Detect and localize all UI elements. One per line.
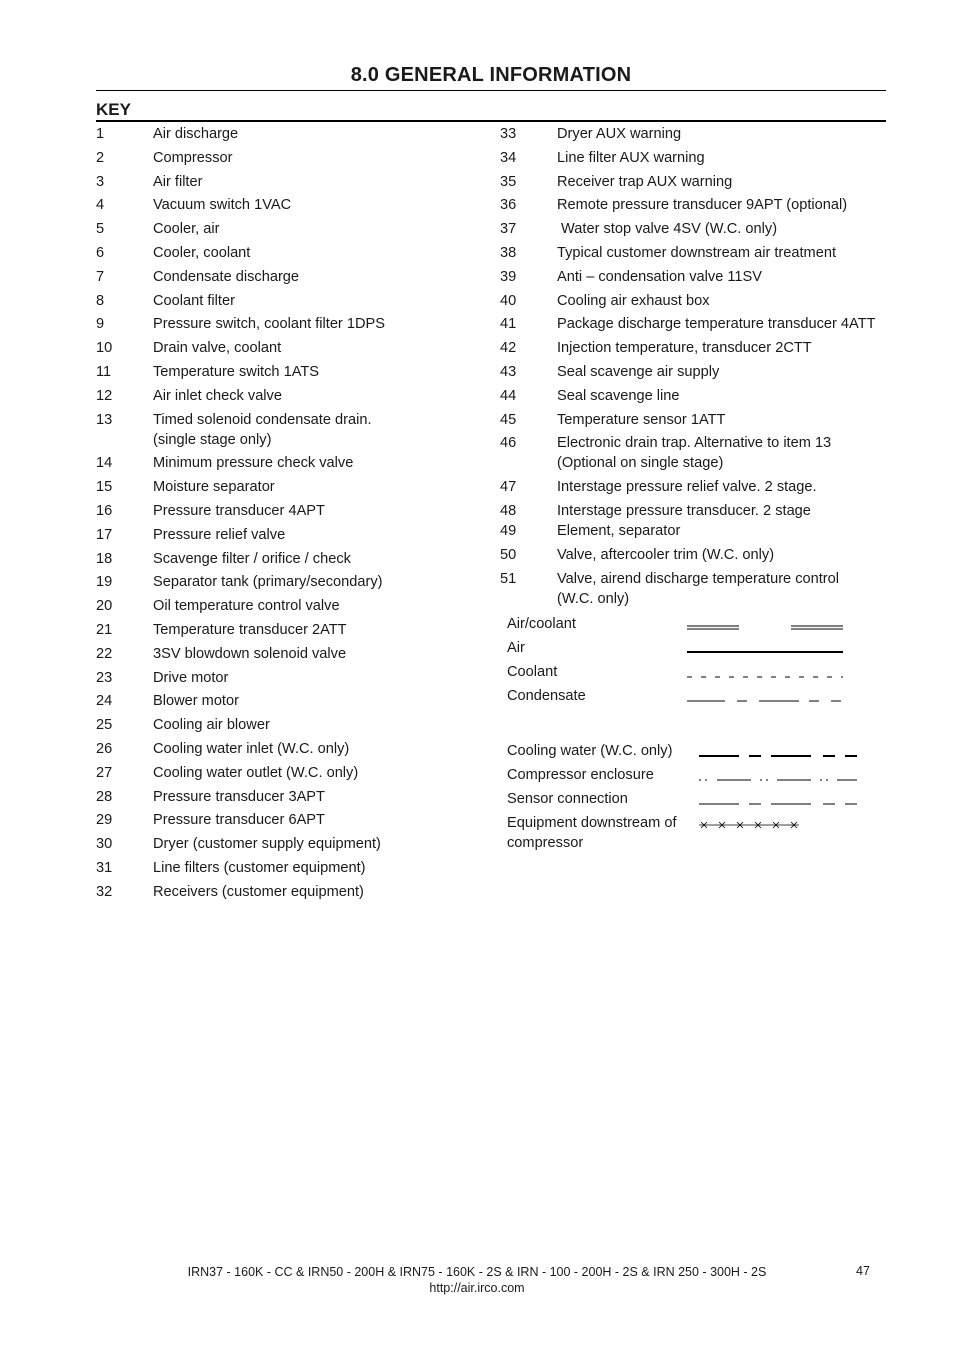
- legend-row-sensor-connection: [507, 789, 887, 813]
- list-item: [96, 596, 491, 616]
- item-number: 24: [96, 693, 113, 710]
- item-number: 31: [96, 859, 113, 876]
- footer-models: IRN37 - 160K - CC & IRN50 - 200H & IRN75 - 160K - 2S & IRN - 100 - 200H - 2S & IRN 250 - 300H - 2S: [187, 1265, 767, 1279]
- item-number: 5: [96, 221, 105, 238]
- item-text: Dryer AUX warning: [557, 126, 682, 142]
- item-text: Vacuum switch 1VAC: [153, 197, 292, 214]
- item-text: Element, separator: [557, 522, 681, 539]
- item-number: 26: [96, 740, 113, 757]
- list-item: [500, 362, 890, 382]
- list-item: [96, 148, 491, 168]
- air-line-sample: [685, 638, 845, 658]
- list-item: [96, 501, 491, 521]
- list-item: [96, 291, 491, 311]
- item-number: 22: [96, 645, 113, 662]
- item-number: 40: [500, 292, 517, 309]
- item-text-line2: (W.C. only): [557, 590, 630, 607]
- item-number: 11: [96, 363, 112, 380]
- item-number: 50: [500, 546, 517, 563]
- condensate-line-sample: [685, 686, 845, 706]
- list-item: [96, 267, 491, 287]
- list-item: [96, 882, 491, 902]
- list-item: [96, 620, 491, 640]
- page-footer: [0, 1264, 954, 1296]
- list-item: [96, 572, 491, 592]
- item-text: Cooler, coolant: [153, 244, 251, 261]
- key-heading: KEY: [96, 100, 131, 119]
- item-text: Cooler, air: [153, 221, 220, 238]
- legend-label: Cooling water (W.C. only): [507, 743, 673, 759]
- item-text: Cooling water inlet (W.C. only): [153, 740, 350, 757]
- item-text: Interstage pressure transducer. 2 stage: [557, 502, 811, 519]
- item-text-line1: Valve, airend discharge temperature control: [557, 570, 840, 587]
- item-text: Anti – condensation valve 11SV: [557, 268, 762, 285]
- item-number: 29: [96, 812, 113, 829]
- legend-label: Compressor enclosure: [507, 767, 654, 783]
- list-item: [500, 545, 890, 565]
- list-item: [96, 338, 491, 358]
- line-legend-lower: [507, 741, 887, 857]
- cooling-water-line-sample: [697, 741, 859, 761]
- item-number: 16: [96, 502, 113, 519]
- legend-label-line2: compressor: [507, 835, 584, 851]
- item-text-line1: Timed solenoid condensate drain.: [153, 411, 372, 428]
- item-text: Receivers (customer equipment): [153, 883, 364, 900]
- legend-row-compressor-enclosure: [507, 765, 887, 789]
- item-number: 37: [500, 221, 517, 238]
- list-item: [96, 858, 491, 878]
- item-number: 1: [96, 126, 105, 142]
- list-item: [96, 195, 491, 215]
- item-number: 41: [500, 316, 517, 333]
- item-text: Temperature sensor 1ATT: [557, 411, 726, 428]
- item-number: 43: [500, 363, 517, 380]
- line-legend-upper: [507, 614, 887, 710]
- item-number: 6: [96, 244, 105, 261]
- item-number: 44: [500, 387, 517, 404]
- item-number: 48: [500, 502, 517, 519]
- item-number: 38: [500, 244, 517, 261]
- list-item: [96, 477, 491, 497]
- item-text: Pressure transducer 3APT: [153, 788, 325, 805]
- item-number: 10: [96, 340, 113, 357]
- legend-row-air: [507, 638, 887, 662]
- list-item: [500, 172, 890, 192]
- item-text: Line filters (customer equipment): [153, 859, 366, 876]
- footer-url: http://air.irco.com: [429, 1281, 525, 1295]
- item-text: Temperature switch 1ATS: [153, 363, 319, 380]
- legend-row-cooling-water: [507, 741, 887, 765]
- list-item: [500, 267, 890, 287]
- item-number: 3: [96, 173, 105, 190]
- item-number: 46: [500, 435, 517, 452]
- item-number: 15: [96, 479, 113, 496]
- item-text: Temperature transducer 2ATT: [153, 621, 347, 638]
- item-number: 12: [96, 387, 113, 404]
- item-number: 19: [96, 574, 113, 591]
- item-number: 35: [500, 173, 517, 190]
- item-text: Seal scavenge air supply: [557, 363, 720, 380]
- item-text: Air filter: [153, 173, 203, 190]
- item-number: 20: [96, 598, 113, 615]
- list-item: [96, 243, 491, 263]
- list-item: [500, 569, 890, 609]
- list-item: [500, 501, 890, 521]
- item-number: 21: [96, 621, 113, 638]
- item-text: Cooling air blower: [153, 717, 270, 734]
- item-number: 32: [96, 883, 113, 900]
- list-item: [96, 386, 491, 406]
- enclosure-line-sample: [697, 765, 859, 785]
- item-text: Drive motor: [153, 669, 229, 686]
- item-text: Scavenge filter / orifice / check: [153, 550, 351, 567]
- legend-row-air-coolant: [507, 614, 887, 638]
- item-text: [557, 569, 890, 609]
- list-item: [500, 314, 890, 334]
- list-item: [96, 691, 491, 711]
- list-item: [96, 668, 491, 688]
- list-item: [96, 219, 491, 239]
- list-item: [96, 124, 491, 144]
- title-rule: [96, 90, 886, 91]
- list-item: [500, 338, 890, 358]
- list-item: [96, 314, 491, 334]
- air-coolant-line-sample: [685, 614, 845, 634]
- item-text: Water stop valve 4SV (W.C. only): [557, 221, 778, 238]
- item-number: 47: [500, 479, 517, 496]
- item-number: 51: [500, 570, 517, 587]
- list-item: [500, 219, 890, 239]
- list-item: [96, 549, 491, 569]
- sensor-line-sample: [697, 789, 859, 809]
- item-number: 28: [96, 788, 113, 805]
- item-text: Pressure relief valve: [153, 526, 286, 543]
- legend-label: Air: [507, 640, 525, 656]
- list-item: [96, 739, 491, 759]
- item-text: Valve, aftercooler trim (W.C. only): [557, 546, 775, 563]
- item-number: 30: [96, 836, 113, 853]
- item-number: 17: [96, 526, 113, 543]
- list-item: [500, 148, 890, 168]
- item-number: 34: [500, 149, 517, 166]
- item-text: [557, 433, 890, 473]
- list-item: [500, 477, 890, 497]
- legend-label: Coolant: [507, 664, 558, 680]
- item-text: Compressor: [153, 149, 233, 166]
- item-number: 4: [96, 197, 105, 214]
- item-text: Pressure switch, coolant filter 1DPS: [153, 316, 385, 333]
- item-number: 36: [500, 197, 517, 214]
- list-item: [500, 291, 890, 311]
- item-text: Cooling water outlet (W.C. only): [153, 764, 359, 781]
- list-item: [96, 172, 491, 192]
- item-text: Package discharge temperature transducer 4ATT: [557, 316, 876, 333]
- item-number: 14: [96, 455, 113, 472]
- item-text: Injection temperature, transducer 2CTT: [557, 340, 812, 357]
- item-text-line1: Electronic drain trap. Alternative to item 13: [557, 435, 832, 452]
- legend-label-line1: Equipment downstream of: [507, 815, 677, 831]
- list-item: [96, 362, 491, 382]
- legend-label: Sensor connection: [507, 791, 628, 807]
- list-item: [500, 195, 890, 215]
- item-number: 45: [500, 411, 517, 428]
- legend-row-coolant: [507, 662, 887, 686]
- item-text: Pressure transducer 6APT: [153, 812, 325, 829]
- item-text: Receiver trap AUX warning: [557, 173, 733, 190]
- list-item: [96, 810, 491, 830]
- item-text: Line filter AUX warning: [557, 149, 705, 166]
- item-number: 33: [500, 126, 517, 142]
- item-text: Remote pressure transducer 9APT (optional): [557, 197, 848, 214]
- page-number: 47: [856, 1264, 870, 1278]
- item-number: 25: [96, 717, 113, 734]
- item-number: 27: [96, 764, 113, 781]
- item-number: 13: [96, 411, 113, 428]
- item-text: Drain valve, coolant: [153, 340, 282, 357]
- list-item: [96, 834, 491, 854]
- list-item: [96, 410, 491, 450]
- list-item: [96, 525, 491, 545]
- item-text: Blower motor: [153, 693, 239, 710]
- item-text: Minimum pressure check valve: [153, 455, 354, 472]
- legend-row-equipment-downstream: [507, 813, 887, 857]
- item-text: Oil temperature control valve: [153, 598, 340, 615]
- list-item: [500, 521, 890, 541]
- item-text: Seal scavenge line: [557, 387, 680, 404]
- item-number: 9: [96, 316, 105, 333]
- list-item: [96, 644, 491, 664]
- item-number: 8: [96, 292, 105, 309]
- item-text: Condensate discharge: [153, 268, 300, 285]
- item-number: 42: [500, 340, 517, 357]
- equipment-downstream-line-sample: [697, 813, 807, 833]
- list-item: [500, 124, 890, 144]
- key-list-right: [500, 124, 890, 612]
- item-text: [153, 410, 491, 450]
- item-text: Air discharge: [153, 126, 239, 142]
- list-item: [96, 787, 491, 807]
- item-number: 18: [96, 550, 113, 567]
- coolant-line-sample: [685, 662, 845, 682]
- key-rule: [96, 120, 886, 122]
- list-item: [500, 386, 890, 406]
- page-title: 8.0 GENERAL INFORMATION: [350, 64, 632, 86]
- key-list-left: [96, 124, 491, 906]
- legend-label: Air/coolant: [507, 616, 576, 632]
- item-text: Dryer (customer supply equipment): [153, 836, 381, 853]
- legend-row-condensate: [507, 686, 887, 710]
- list-item: [96, 715, 491, 735]
- item-number: 39: [500, 268, 517, 285]
- item-number: 2: [96, 149, 105, 166]
- item-text: Coolant filter: [153, 292, 235, 309]
- item-number: 7: [96, 268, 105, 285]
- item-text: Air inlet check valve: [153, 387, 282, 404]
- item-text: Typical customer downstream air treatment: [557, 244, 837, 261]
- item-text: Cooling air exhaust box: [557, 292, 710, 309]
- item-text: Moisture separator: [153, 479, 275, 496]
- list-item: [500, 433, 890, 473]
- item-text: Interstage pressure relief valve. 2 stage.: [557, 479, 817, 496]
- item-number: 23: [96, 669, 113, 686]
- item-text: 3SV blowdown solenoid valve: [153, 645, 347, 662]
- item-text: Pressure transducer 4APT: [153, 502, 325, 519]
- list-item: [96, 453, 491, 473]
- item-text-line2: (Optional on single stage): [557, 455, 724, 472]
- legend-label: [507, 813, 697, 853]
- list-item: [96, 763, 491, 783]
- legend-label: Condensate: [507, 688, 586, 704]
- list-item: [500, 243, 890, 263]
- item-text-line2: (single stage only): [153, 431, 272, 448]
- item-number: 49: [500, 522, 517, 539]
- list-item: [500, 410, 890, 430]
- item-text: Separator tank (primary/secondary): [153, 574, 383, 591]
